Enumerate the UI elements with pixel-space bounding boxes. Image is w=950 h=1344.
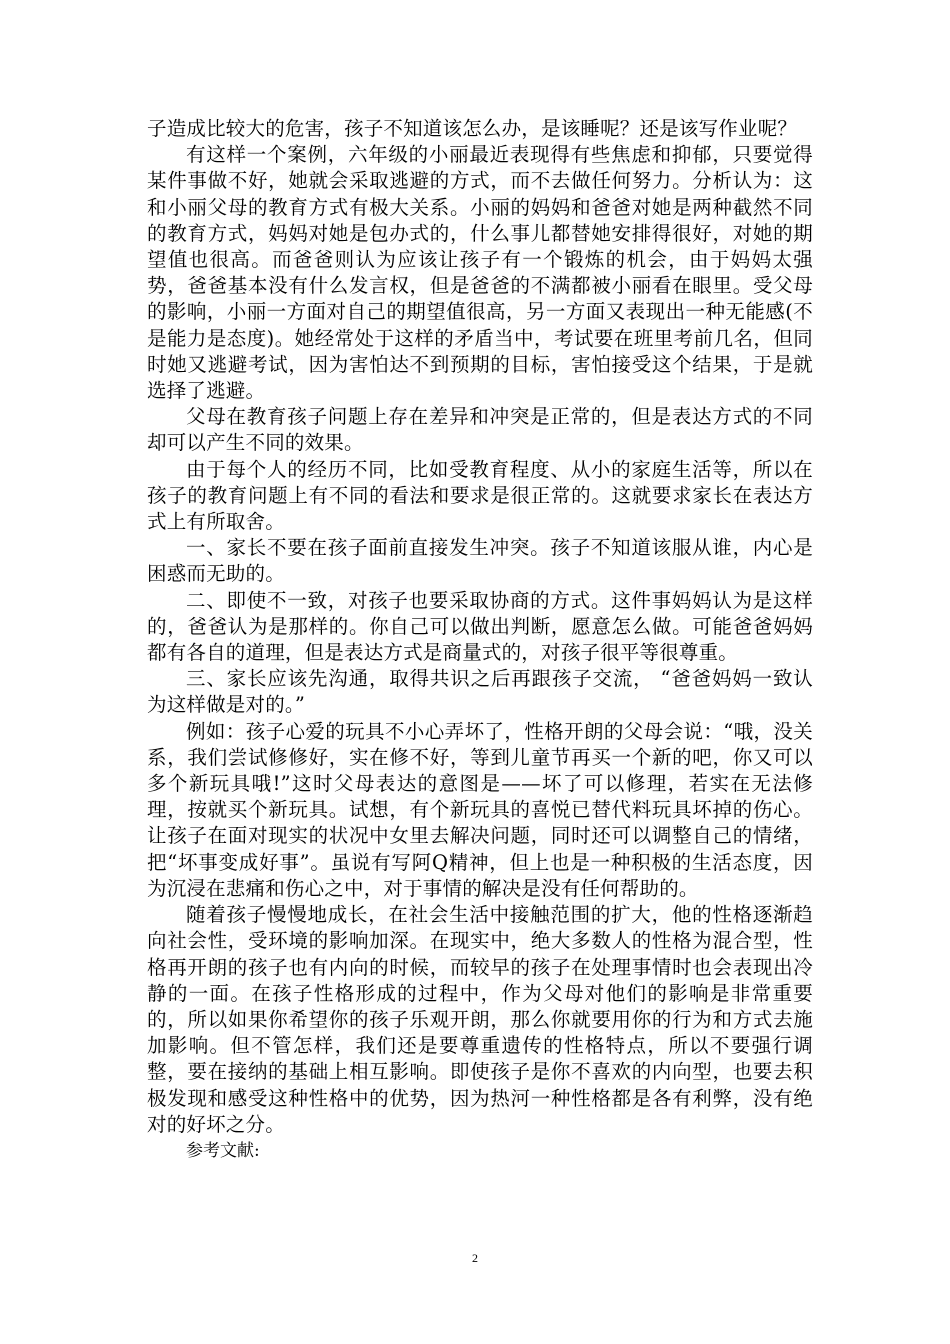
paragraph-continuation: 子造成比较大的危害，孩子不知道该怎么办，是该睡呢？还是该写作业呢？ [147, 117, 798, 140]
paragraph-point-one: 一、家长不要在孩子面前直接发生冲突。孩子不知道该服从谁，内心是困惑而无助的。 [147, 536, 813, 586]
paragraph-experience: 由于每个人的经历不同，比如受教育程度、从小的家庭生活等，所以在孩子的教育问题上有不同的看法和要求是很正常的。这就要求家长在表达方式上有所取舍。 [147, 457, 813, 534]
paragraph-example: 例如：孩子心爱的玩具不小心弄坏了，性格开朗的父母会说：“哦，没关系，我们尝试修修好，实在修不好，等到儿童节再买一个新的吧，你又可以多个新玩具哦!”这时父母表达的意图是——坏了可以修理，若实在无法修理，按就买个新玩具。试想，有个新玩具的喜悦已替代料玩具坏掉的伤心。让孩子在面对现实的状况中女里去解决问题，同时还可以调整自己的情绪，把“坏事变成好事”。虽说有写阿Q精神，但上也是一种积极的生活态度，因为沉浸在悲痛和伤心之中，对于事情的解决是没有任何帮助的。 [147, 719, 813, 900]
paragraph-growth: 随着孩子慢慢地成长，在社会生活中接触范围的扩大，他的性格逐渐趋向社会性，受环境的影响加深。在现实中，绝大多数人的性格为混合型，性格再开朗的孩子也有内向的时候，而较早的孩子在处理事情时也会表现出冷静的一面。在孩子性格形成的过程中，作为父母对他们的影响是非常重要的，所以如果你希望你的孩子乐观开朗，那么你就要用你的行为和方式去施加影响。但不管怎样，我们还是要尊重遗传的性格特点，所以不要强行调整，要在接纳的基础上相互影响。即使孩子是你不喜欢的内向型，也要去积极发现和感受这种性格中的优势，因为热河一种性格都是各有利弊，没有绝对的好坏之分。 [147, 903, 813, 1136]
paragraph-parent-differences: 父母在教育孩子问题上存在差异和冲突是正常的，但是表达方式的不同却可以产生不同的效果。 [147, 405, 813, 455]
paragraph-point-three: 三、家长应该先沟通，取得共识之后再跟孩子交流， “爸爸妈妈一致认为这样做是对的。” [147, 667, 813, 717]
page-number: 2 [472, 1251, 478, 1265]
paragraph-case-study: 有这样一个案例，六年级的小丽最近表现得有些焦虑和抑郁，只要觉得某件事做不好，她就会采取逃避的方式，而不去做任何努力。分析认为：这和小丽父母的教育方式有极大关系。小丽的妈妈和爸爸对她是两种截然不同的教育方式，妈妈对她是包办式的，什么事儿都替她安排得很好，对她的期望值也很高。而爸爸则认为应该让孩子有一个锻炼的机会，由于妈妈太强势，爸爸基本没有什么发言权，但是爸爸的不满都被小丽看在眼里。受父母的影响，小丽一方面对自己的期望值很高，另一方面又表现出一种无能感(不是能力是态度)。她经常处于这样的矛盾当中，考试要在班里考前几名，但同时她又逃避考试，因为害怕达不到预期的目标，害怕接受这个结果，于是就选择了逃避。 [147, 143, 813, 403]
references-label: 参考文献: [186, 1140, 260, 1161]
body-text [147, 116, 813, 1164]
paragraph-point-two: 二、即使不一致，对孩子也要采取协商的方式。这件事妈妈认为是这样的，爸爸认为是那样的。你自己可以做出判断，愿意怎么做。可能爸爸妈妈都有各自的道理，但是表达方式是商量式的，对孩子很平等很尊重。 [147, 588, 813, 665]
